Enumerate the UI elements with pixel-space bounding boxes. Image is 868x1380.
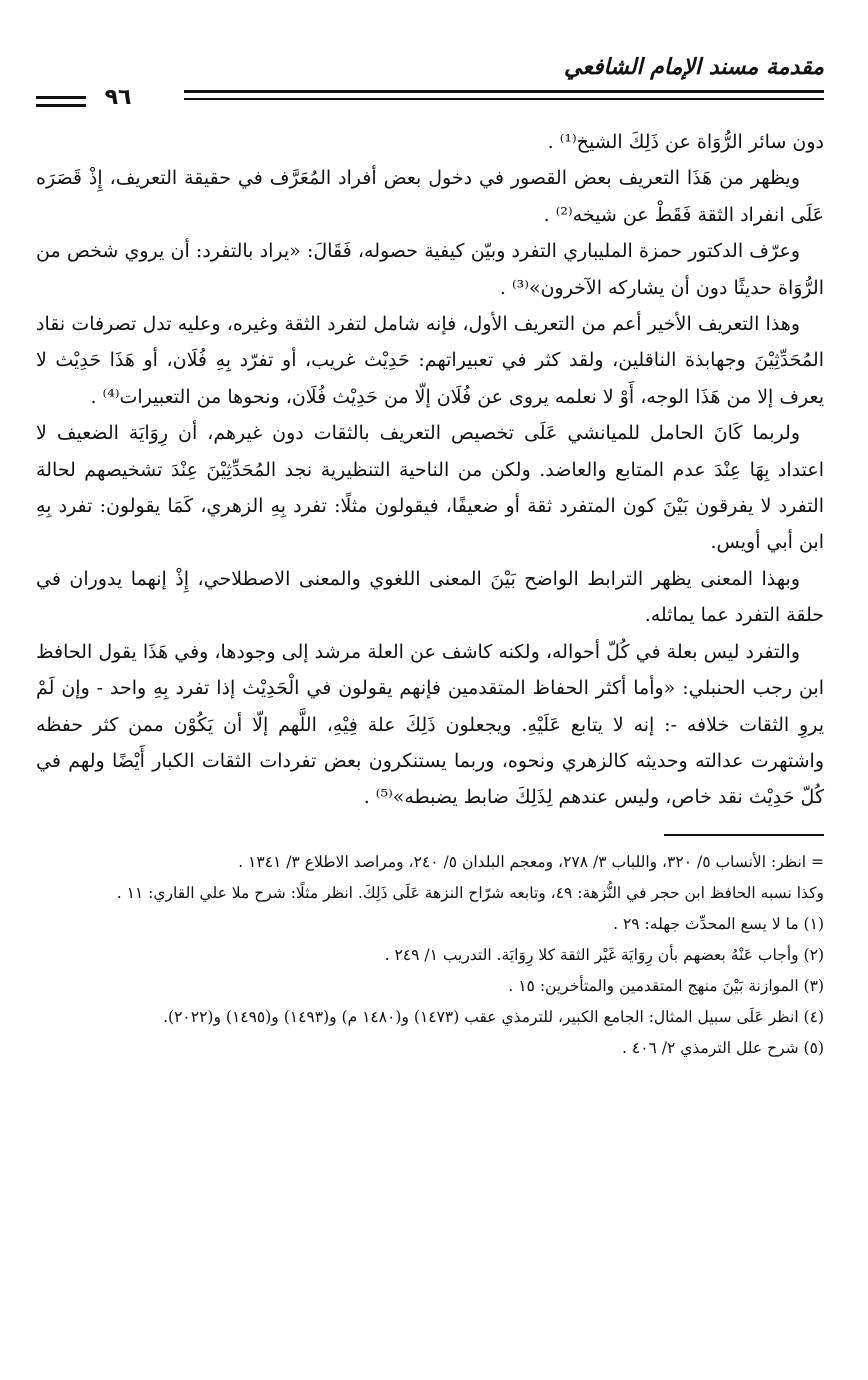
footnote: (١) ما لا يسع المحدِّث جهله: ٢٩ .: [613, 914, 824, 933]
footnote-separator: [664, 834, 824, 836]
footnote: وكذا نسبه الحافظ ابن حجر في النُّزهة: ٤٩، وتابعه شرّاح النزهة عَلَى ذَلِكَ. انظر مثلًا: شرح ملا علي القاري: ١١ .: [116, 883, 824, 902]
footnote: (٤) انظر عَلَى سبيل المثال: الجامع الكبير، للترمذي عقب (١٤٧٣) و(١٤٨٠ م) و(١٤٩٣) و(١٤٩٥) و(٢٠٢٢).: [163, 1007, 824, 1026]
page-number: ٩٦: [86, 86, 150, 110]
paragraph: ويظهر من هَذَا التعريف بعض القصور في دخول بعض أفراد المُعَرَّف في حقيقة التعريف، إِذْ قَصَرَه عَلَى انفراد الثقة فَقَطْ عن شيخه⁽²⁾ .: [36, 167, 824, 226]
page-number-rule-top: [36, 96, 88, 99]
page: [36, 40, 824, 1360]
header-rule: [184, 90, 824, 93]
paragraph: دون سائر الرُّوَاة عن ذَلِكَ الشيخ⁽¹⁾ .: [547, 131, 824, 153]
running-header: [36, 40, 824, 120]
footnote: (٥) شرح علل الترمذي ٢/ ٤٠٦ .: [622, 1038, 824, 1057]
paragraph: وبهذا المعنى يظهر الترابط الواضح بَيْنَ المعنى اللغوي والمعنى الاصطلاحي، إِذْ إنهما يدوران في حلقة التفرد عما يماثله.: [36, 567, 824, 627]
paragraph: وعرّف الدكتور حمزة المليباري التفرد وبيّن كيفية حصوله، فَقَالَ: «يراد بالتفرد: أن يروي شخص من الرُّوَاة حديثًا دون أن يشاركه الآخرون»⁽³⁾ .: [36, 240, 824, 299]
paragraph: والتفرد ليس بعلة في كُلّ أحواله، ولكنه كاشف عن العلة مرشد إلى وجودها، وفي هَذَا يقول الحافظ ابن رجب الحنبلي: «وأما أكثر الحفاظ المتقدمين فإنهم يقولون في الْحَدِيْث إذا تفرد بِهِ واحد - وإن لَمْ يروِ الثقات خلافه -: إنه لا يتابع عَلَيْهِ. ويجعلون ذَلِكَ علة فِيْهِ، اللَّهم إلّا أن يَكُوْن ممن كثر حفظه واشتهرت عدالته وحديثه كالزهري ونحوه، وربما يستنكرون بعض تفردات الثقات الكبار أَيْضًا ولهم في كُلّ حَدِيْث نقد خاص، وليس عندهم لِذَلِكَ ضابط يضبطه»⁽⁵⁾ .: [36, 640, 824, 809]
footnote: (٢) وأجاب عَنْهُ بعضهم بأن رِوَايَة غَيْر الثقة كلا رِوَايَة. التدريب ١/ ٢٤٩ .: [384, 945, 824, 964]
paragraph: وهذا التعريف الأخير أعم من التعريف الأول، فإنه شامل لتفرد الثقة وغيره، وعليه تدل تصرفات نقاد المُحَدِّثِيْنَ وجهابذة الناقلين، ولقد كثر في تعبيراتهم: حَدِيْث غريب، أو تفرّد بِهِ فُلَان، أو هَذَا حَدِيْث لا يعرف إلا من هَذَا الوجه، أَوْ لا نعلمه يروى عن فُلَان إلّا من حَدِيْث فُلَان، ونحوها من التعبيرات⁽⁴⁾ .: [36, 313, 824, 408]
paragraph: ولربما كَانَ الحامل للميانشي عَلَى تخصيص التعريف بالثقات دون غيرهم، أن رِوَايَة الضعيف لا اعتداد بِهَا عِنْدَ عدم المتابع والعاضد. ولكن من الناحية التنظيرية نجد المُحَدِّثِيْنَ عِنْدَ تشخيصهم لحالة التفرد لا يفرقون بَيْنَ كون المتفرد ثقة أو ضعيفًا، فيقولون مثلًا: تفرد بِهِ الزهري، كَمَا يقولون: تفرد بِهِ ابن أبي أويس.: [36, 422, 824, 554]
footnote: (٣) الموازنة بَيْنَ منهج المتقدمين والمتأخرين: ١٥ .: [508, 976, 824, 995]
footnotes: [36, 848, 824, 1062]
header-rule-thin: [184, 98, 824, 100]
book-title: مقدمة مسند الإمام الشافعي: [564, 55, 824, 80]
footnote: = انظر: الأنساب ٥/ ٣٢٠، واللباب ٣/ ٢٧٨، ومعجم البلدان ٥/ ٢٤٠، ومراصد الاطلاع ٣/ ١٣٤١ .: [238, 852, 824, 871]
page-number-rule-bottom: [36, 104, 88, 107]
body-text: [36, 124, 824, 816]
